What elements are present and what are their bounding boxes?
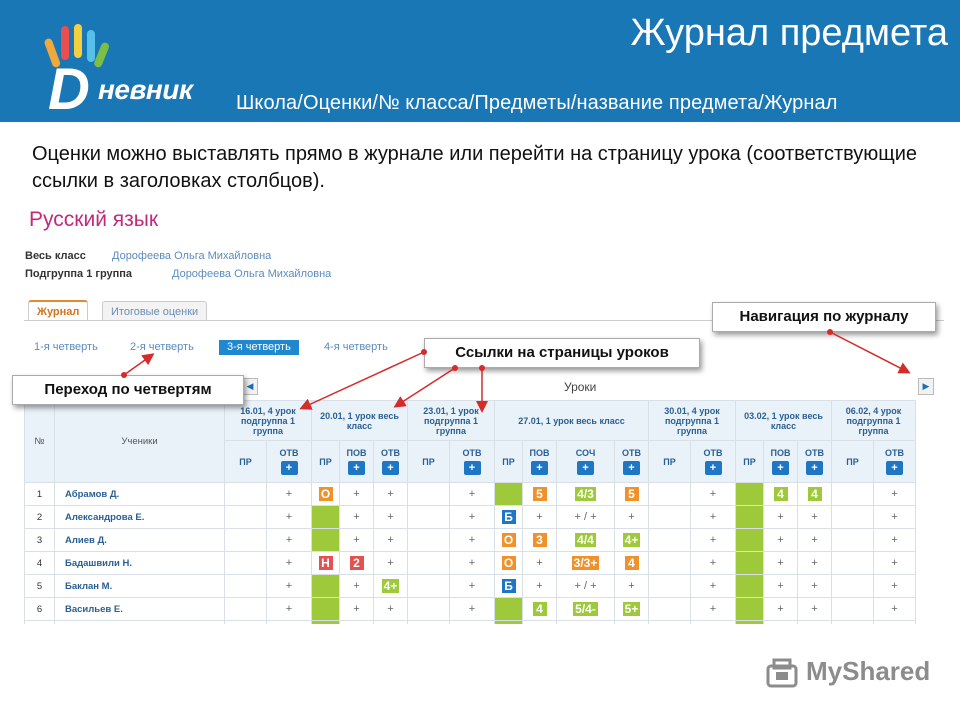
grade-plus-mark[interactable]: + — [353, 511, 360, 523]
grade-cell[interactable] — [615, 575, 649, 598]
page-title: Журнал предмета — [630, 12, 948, 54]
class-label: Весь класс — [25, 250, 86, 262]
grade-cell[interactable] — [649, 552, 691, 575]
student-name-link[interactable]: Алиев Д. — [55, 529, 225, 552]
grade-cell[interactable] — [523, 552, 557, 575]
column-header — [798, 441, 832, 483]
column-header — [832, 441, 874, 483]
grade-plus-mark[interactable]: + — [468, 511, 476, 523]
grade-cell[interactable] — [736, 575, 764, 598]
row-number: 3 — [25, 529, 55, 552]
grade-cell[interactable] — [874, 575, 916, 598]
grade-cell[interactable] — [764, 598, 798, 621]
add-grade-column-button[interactable]: + — [577, 461, 594, 475]
grade-plus-mark[interactable]: + — [811, 580, 818, 592]
grade-plus-mark[interactable]: + — [468, 488, 476, 500]
grade-cell[interactable] — [450, 598, 495, 621]
grade-cell[interactable] — [312, 529, 340, 552]
grade-cell[interactable] — [649, 598, 691, 621]
grade-cell[interactable] — [225, 575, 267, 598]
grade-plus-mark[interactable]: + — [387, 534, 394, 546]
grade-cell[interactable] — [798, 598, 832, 621]
grade-plus-mark[interactable]: + — [811, 557, 818, 569]
grade-cell[interactable] — [764, 506, 798, 529]
grade-cell[interactable] — [374, 506, 408, 529]
grade-cell[interactable] — [523, 575, 557, 598]
grade-cell[interactable] — [557, 529, 615, 552]
grade-plus-mark[interactable]: + — [891, 580, 898, 592]
grade-cell[interactable] — [557, 575, 615, 598]
grade-cell[interactable] — [225, 552, 267, 575]
students-header: Ученики — [55, 401, 225, 483]
grade-plus-mark[interactable]: + — [709, 557, 717, 569]
grade-plus-mark[interactable]: + — [891, 557, 898, 569]
grade-cell[interactable] — [764, 483, 798, 506]
grade-cell[interactable] — [764, 529, 798, 552]
quarter-link-4[interactable]: 4-я четверть — [324, 341, 388, 353]
add-grade-column-button[interactable]: + — [886, 461, 903, 475]
grade-cell[interactable] — [340, 552, 374, 575]
grade-mark[interactable]: 5+ — [624, 602, 639, 616]
arrow-to-quarters — [124, 355, 152, 375]
grade-plus-mark[interactable]: + — [536, 557, 543, 569]
grade-cell[interactable] — [374, 575, 408, 598]
grade-cell[interactable] — [874, 483, 916, 506]
grade-cell[interactable] — [523, 598, 557, 621]
grade-plus-mark[interactable]: + — [891, 488, 898, 500]
grade-cell[interactable] — [225, 598, 267, 621]
grade-cell[interactable] — [874, 598, 916, 621]
lesson-header-link[interactable]: 06.02, 4 урок подгруппа 1 группа — [832, 401, 916, 441]
grade-cell[interactable] — [267, 552, 312, 575]
grade-mark[interactable]: 5/4- — [575, 602, 596, 616]
grade-cell[interactable] — [495, 483, 523, 506]
lesson-header-link[interactable]: 30.01, 4 урок подгруппа 1 группа — [649, 401, 736, 441]
grade-cell[interactable] — [798, 575, 832, 598]
grade-cell[interactable] — [340, 598, 374, 621]
grade-cell[interactable] — [691, 598, 736, 621]
grade-cell[interactable] — [312, 598, 340, 621]
grade-plus-mark[interactable]: + — [811, 534, 818, 546]
grade-cell[interactable] — [736, 529, 764, 552]
grade-cell[interactable] — [374, 552, 408, 575]
grade-mark[interactable]: 5 — [625, 487, 639, 501]
student-name-link[interactable]: Бадашвили Н. — [55, 552, 225, 575]
column-type-label: ПР — [502, 456, 515, 467]
grade-mark[interactable]: 2 — [350, 556, 364, 570]
quarter-link-1[interactable]: 1-я четверть — [34, 341, 98, 353]
column-type-label: ОТВ — [703, 448, 723, 458]
lessons-label: Уроки — [564, 380, 597, 394]
column-header — [340, 441, 374, 483]
grade-cell[interactable] — [798, 552, 832, 575]
lesson-header-link[interactable]: 23.01, 1 урок подгруппа 1 группа — [408, 401, 495, 441]
add-grade-column-button[interactable]: + — [348, 461, 365, 475]
grade-cell[interactable] — [649, 483, 691, 506]
grade-plus-mark[interactable]: + — [891, 511, 898, 523]
column-type-label: ПР — [239, 456, 252, 467]
logo-letter: D — [48, 57, 90, 122]
grade-cell[interactable] — [832, 506, 874, 529]
column-type-label: ОТВ — [622, 448, 641, 458]
grade-cell[interactable] — [374, 529, 408, 552]
grade-cell[interactable] — [267, 529, 312, 552]
grade-cell[interactable] — [691, 506, 736, 529]
grade-cell[interactable] — [408, 483, 450, 506]
grade-cell[interactable] — [495, 552, 523, 575]
row-number: 6 — [25, 598, 55, 621]
grade-plus-mark[interactable]: + / + — [574, 580, 597, 592]
tab-journal[interactable]: Журнал — [28, 300, 88, 320]
grade-cell[interactable] — [523, 506, 557, 529]
grade-plus-mark[interactable]: + — [777, 511, 784, 523]
column-header — [764, 441, 798, 483]
subgroup-label: Подгруппа 1 группа — [25, 268, 133, 280]
student-name-link[interactable]: Баклан М. — [55, 575, 225, 598]
column-type-label: ОТВ — [885, 448, 904, 458]
grade-mark[interactable]: О — [502, 533, 516, 547]
journal-grid — [24, 376, 944, 632]
grade-mark[interactable]: 4 — [625, 556, 639, 570]
grade-cell[interactable] — [764, 552, 798, 575]
watermark-text: MyShared — [806, 656, 931, 686]
breadcrumb: Школа/Оценки/№ класса/Предметы/название предмета/Журнал — [236, 92, 838, 114]
add-grade-column-button[interactable]: + — [705, 461, 722, 475]
grade-cell[interactable] — [649, 575, 691, 598]
row-number: 2 — [25, 506, 55, 529]
grade-plus-mark[interactable]: + — [709, 488, 717, 500]
grade-mark[interactable]: Н — [319, 556, 333, 570]
arrow-to-next — [830, 332, 908, 372]
callout-quarter-switch: Переход по четвертям — [12, 375, 244, 405]
grade-plus-mark[interactable]: + — [285, 603, 293, 615]
grade-cell[interactable] — [312, 506, 340, 529]
grade-cell[interactable] — [649, 529, 691, 552]
grade-cell[interactable] — [832, 575, 874, 598]
grade-plus-mark[interactable]: + — [285, 511, 293, 523]
grade-mark[interactable]: 4/3 — [577, 487, 594, 501]
grade-cell[interactable] — [312, 575, 340, 598]
grade-plus-mark[interactable]: + — [387, 603, 394, 615]
grade-mark[interactable]: 4+ — [383, 579, 398, 593]
grade-plus-mark[interactable]: + / + — [574, 511, 597, 523]
grade-cell[interactable] — [874, 529, 916, 552]
grade-plus-mark[interactable]: + — [777, 557, 784, 569]
grade-cell[interactable] — [267, 598, 312, 621]
column-type-label: ОТВ — [381, 448, 400, 458]
column-header — [374, 441, 408, 483]
grade-cell[interactable] — [340, 506, 374, 529]
student-row — [25, 598, 916, 621]
row-number: 4 — [25, 552, 55, 575]
dnevnik-logo — [30, 22, 230, 122]
next-lessons-button[interactable]: ▶ — [918, 378, 934, 395]
grade-cell[interactable] — [408, 506, 450, 529]
grade-plus-mark[interactable]: + — [777, 580, 784, 592]
student-name-link[interactable]: Васильев Е. — [55, 598, 225, 621]
grade-cell[interactable] — [557, 483, 615, 506]
grade-mark[interactable]: 4+ — [624, 533, 639, 547]
grade-cell[interactable] — [691, 529, 736, 552]
grade-cell[interactable] — [874, 506, 916, 529]
column-header — [267, 441, 312, 483]
header-bar — [0, 0, 960, 122]
grade-cell[interactable] — [408, 598, 450, 621]
grade-plus-mark[interactable]: + — [468, 580, 476, 592]
grade-cell[interactable] — [615, 598, 649, 621]
grade-cell[interactable] — [691, 483, 736, 506]
add-grade-column-button[interactable]: + — [382, 461, 399, 475]
grade-cell[interactable] — [736, 506, 764, 529]
grade-cell[interactable] — [495, 506, 523, 529]
grade-cell[interactable] — [450, 483, 495, 506]
grade-cell[interactable] — [798, 506, 832, 529]
grade-cell[interactable] — [832, 483, 874, 506]
grade-cell[interactable] — [798, 483, 832, 506]
grade-cell[interactable] — [267, 575, 312, 598]
grade-cell[interactable] — [225, 506, 267, 529]
column-header — [691, 441, 736, 483]
logo-text: невник — [98, 74, 193, 105]
table-cutoff — [24, 624, 944, 634]
add-grade-column-button[interactable]: + — [806, 461, 823, 475]
column-header — [736, 441, 764, 483]
column-type-label: ПР — [422, 456, 435, 467]
grade-cell[interactable] — [764, 575, 798, 598]
column-type-label: ОТВ — [805, 448, 824, 458]
grade-cell[interactable] — [408, 529, 450, 552]
column-type-label: ПР — [319, 456, 332, 467]
column-header — [225, 441, 267, 483]
grade-cell[interactable] — [495, 529, 523, 552]
grade-cell[interactable] — [615, 529, 649, 552]
column-type-label: ПР — [743, 456, 756, 467]
grade-cell[interactable] — [615, 552, 649, 575]
grade-cell[interactable] — [267, 506, 312, 529]
grade-mark[interactable]: О — [319, 487, 333, 501]
grade-plus-mark[interactable]: + — [387, 557, 394, 569]
grade-cell[interactable] — [649, 506, 691, 529]
column-type-label: ПОВ — [529, 448, 550, 458]
grade-mark[interactable]: 3 — [533, 533, 547, 547]
grade-cell[interactable] — [450, 552, 495, 575]
lesson-header-link[interactable]: 20.01, 1 урок весь класс — [312, 401, 408, 441]
add-grade-column-button[interactable]: + — [281, 461, 298, 475]
grade-cell[interactable] — [798, 529, 832, 552]
grade-cell[interactable] — [312, 483, 340, 506]
quarter-link-3[interactable]: 3-я четверть — [219, 340, 299, 355]
grade-plus-mark[interactable]: + — [628, 580, 635, 592]
grade-plus-mark[interactable]: + — [285, 534, 293, 546]
grade-cell[interactable] — [832, 552, 874, 575]
column-header — [312, 441, 340, 483]
subgroup-teacher-link[interactable]: Дорофеева Ольга Михайловна — [172, 268, 332, 280]
grade-cell[interactable] — [267, 483, 312, 506]
grade-cell[interactable] — [523, 529, 557, 552]
grade-mark[interactable]: 4 — [774, 487, 788, 501]
grade-cell[interactable] — [450, 506, 495, 529]
grade-cell[interactable] — [691, 552, 736, 575]
grade-cell[interactable] — [340, 483, 374, 506]
grade-cell[interactable] — [340, 529, 374, 552]
grade-cell[interactable] — [408, 552, 450, 575]
grade-cell[interactable] — [557, 598, 615, 621]
grade-cell[interactable] — [691, 575, 736, 598]
grade-cell[interactable] — [615, 506, 649, 529]
grade-plus-mark[interactable]: + — [536, 511, 543, 523]
callout-navigation: Навигация по журналу — [712, 302, 936, 332]
grade-plus-mark[interactable]: + — [353, 603, 360, 615]
prev-lessons-button[interactable]: ◀ — [242, 378, 258, 395]
column-type-label: ПОВ — [770, 448, 791, 458]
grade-cell[interactable] — [225, 483, 267, 506]
grade-cell[interactable] — [557, 552, 615, 575]
grade-cell[interactable] — [874, 552, 916, 575]
column-header — [408, 441, 450, 483]
column-header — [649, 441, 691, 483]
grade-plus-mark[interactable]: + — [285, 557, 293, 569]
column-type-label: ПОВ — [346, 448, 367, 458]
grade-plus-mark[interactable]: + — [387, 511, 394, 523]
grade-cell[interactable] — [523, 483, 557, 506]
student-name-link[interactable]: Абрамов Д. — [55, 483, 225, 506]
quarter-link-2[interactable]: 2-я четверть — [130, 341, 194, 353]
grade-plus-mark[interactable]: + — [709, 511, 717, 523]
column-type-label: ПР — [846, 456, 859, 467]
lesson-header-link[interactable]: 03.02, 1 урок весь класс — [736, 401, 832, 441]
grade-plus-mark[interactable]: + — [811, 603, 818, 615]
subject-title: Русский язык — [29, 208, 159, 231]
journal-table — [24, 400, 916, 632]
student-row — [25, 506, 916, 529]
column-type-label: СОЧ — [575, 448, 596, 458]
grade-cell[interactable] — [495, 575, 523, 598]
grade-mark[interactable]: Б — [502, 579, 516, 593]
column-header — [523, 441, 557, 483]
grade-mark[interactable]: 4 — [533, 602, 547, 616]
grade-plus-mark[interactable]: + — [628, 511, 635, 523]
column-header — [495, 441, 523, 483]
grade-mark[interactable]: 5 — [533, 487, 547, 501]
grade-plus-mark[interactable]: + — [353, 534, 360, 546]
student-row — [25, 552, 916, 575]
grade-plus-mark[interactable]: + — [811, 511, 818, 523]
grade-cell[interactable] — [736, 552, 764, 575]
grade-cell[interactable] — [736, 483, 764, 506]
grade-cell[interactable] — [374, 483, 408, 506]
grade-plus-mark[interactable]: + — [777, 534, 784, 546]
grade-plus-mark[interactable]: + — [709, 603, 717, 615]
grade-cell[interactable] — [832, 598, 874, 621]
grade-cell[interactable] — [736, 598, 764, 621]
intro-text: Оценки можно выставлять прямо в журнале или перейти на страницу урока (соответствующие ссылки в заголовках столбцов). — [32, 143, 918, 192]
grade-cell[interactable] — [340, 575, 374, 598]
student-row — [25, 575, 916, 598]
student-name-link[interactable]: Александрова Е. — [55, 506, 225, 529]
grade-plus-mark[interactable]: + — [387, 488, 394, 500]
grade-cell[interactable] — [408, 575, 450, 598]
grade-mark[interactable]: 4/4 — [577, 533, 594, 547]
class-teacher-link[interactable]: Дорофеева Ольга Михайловна — [112, 250, 272, 262]
grade-plus-mark[interactable]: + — [777, 603, 784, 615]
lesson-header-link[interactable]: 27.01, 1 урок весь класс — [495, 401, 649, 441]
column-type-label: ОТВ — [462, 448, 482, 458]
grade-plus-mark[interactable]: + — [353, 580, 360, 592]
grade-plus-mark[interactable]: + — [891, 534, 898, 546]
grade-cell[interactable] — [450, 575, 495, 598]
column-type-label: ОТВ — [279, 448, 299, 458]
add-grade-column-button[interactable]: + — [531, 461, 548, 475]
callout-lesson-links: Ссылки на страницы уроков — [424, 338, 700, 368]
grade-plus-mark[interactable]: + — [468, 534, 476, 546]
grade-plus-mark[interactable]: + — [468, 603, 476, 615]
grade-cell[interactable] — [450, 529, 495, 552]
column-header — [557, 441, 615, 483]
column-type-label: ПР — [663, 456, 676, 467]
lesson-header-link[interactable]: 16.01, 4 урок подгруппа 1 группа — [225, 401, 312, 441]
grade-plus-mark[interactable]: + — [285, 580, 293, 592]
add-grade-column-button[interactable]: + — [623, 461, 640, 475]
student-row — [25, 483, 916, 506]
grade-plus-mark[interactable]: + — [891, 603, 898, 615]
grade-cell[interactable] — [225, 529, 267, 552]
grade-cell[interactable] — [557, 506, 615, 529]
num-header: № — [25, 401, 55, 483]
myshared-logo-icon — [766, 658, 800, 688]
add-grade-column-button[interactable]: + — [464, 461, 481, 475]
grade-mark[interactable]: О — [502, 556, 516, 570]
grade-mark[interactable]: 3/3+ — [573, 556, 598, 570]
grade-cell[interactable] — [832, 529, 874, 552]
grade-cell[interactable] — [374, 598, 408, 621]
grade-mark[interactable]: Б — [502, 510, 516, 524]
column-header — [615, 441, 649, 483]
row-number: 5 — [25, 575, 55, 598]
grade-plus-mark[interactable]: + — [536, 580, 543, 592]
grade-mark[interactable]: 4 — [808, 487, 822, 501]
tab-final-grades[interactable]: Итоговые оценки — [102, 301, 207, 321]
grade-cell[interactable] — [312, 552, 340, 575]
add-grade-column-button[interactable]: + — [772, 461, 789, 475]
grade-plus-mark[interactable]: + — [353, 488, 360, 500]
grade-plus-mark[interactable]: + — [709, 580, 717, 592]
grade-cell[interactable] — [495, 598, 523, 621]
grade-plus-mark[interactable]: + — [468, 557, 476, 569]
student-row — [25, 529, 916, 552]
column-header — [450, 441, 495, 483]
grade-plus-mark[interactable]: + — [285, 488, 293, 500]
column-header — [874, 441, 916, 483]
row-number: 1 — [25, 483, 55, 506]
grade-cell[interactable] — [615, 483, 649, 506]
grade-plus-mark[interactable]: + — [709, 534, 717, 546]
